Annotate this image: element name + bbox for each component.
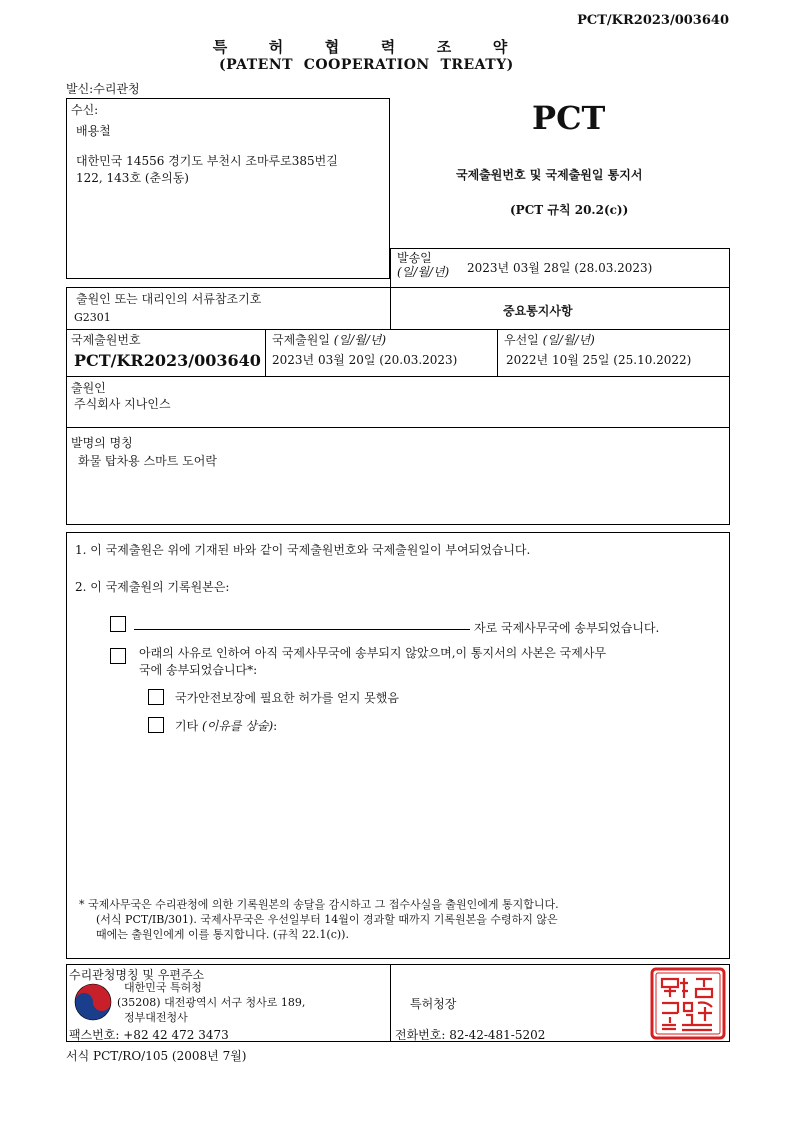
option-not-sent-checkbox[interactable] [110,648,126,664]
sender-label: 발신:수리관청 [66,82,140,96]
office-fax-value: +82 42 472 3473 [123,1028,229,1042]
office-box [66,964,391,1042]
option-not-sent-line2: 국에 송부되었습니다*: [139,663,258,677]
commissioner-box [390,964,730,1042]
mailing-date-box [390,248,730,288]
title-char: 특 [212,38,228,56]
rule-reference: (PCT 규칙 20.2(c)) [510,203,629,217]
office-phone [395,1028,545,1042]
applicant-label: 출원인 [71,381,106,395]
pct-heading: PCT [532,99,606,137]
intl-number-label: 국제출원번호 [71,333,141,347]
notice-body-box [66,532,730,959]
title-char: 약 [492,38,508,56]
option-sent-checkbox[interactable] [110,616,126,632]
form-number: 서식 PCT/RO/105 (2008년 7월) [66,1049,247,1063]
office-name: 대한민국 특허청 [124,981,202,994]
mailing-date-value: 2023년 03월 28일 (28.03.2023) [467,261,653,275]
recipient-box [66,98,390,279]
sent-date-blank-line [134,629,470,630]
intl-number-box [66,329,266,377]
priority-date-box [497,329,730,377]
file-reference-value: G2301 [74,311,111,324]
office-address-line2: 정부대전청사 [124,1011,188,1024]
item-2-text: 2. 이 국제출원의 기록원본은: [75,580,230,594]
intl-filing-date-label-wrap [272,333,386,347]
applicant-box [66,376,730,428]
footnote-line3: 때에는 출원인에게 이를 통지합니다. (규칙 22.1(c)). [96,928,349,941]
treaty-title-english: (PATENT COOPERATION TREATY) [219,57,514,73]
footnote-line2: (서식 PCT/IB/301). 국제사무국은 우선일부터 14월이 경과할 때까지 기록원본을 수령하지 않은 [96,913,558,926]
applicant-value: 주식회사 지나인스 [74,397,171,411]
title-char: 협 [324,38,340,56]
title-char: 허 [268,38,284,56]
footnote-line1: * 국제사무국은 수리관청에 의한 기록원본의 송달을 감시하고 그 접수사실을 출원인에게 통지합니다. [79,898,559,911]
reason-other-prefix: 기타 [175,719,199,733]
invention-title-box [66,427,730,525]
invention-title-label: 발명의 명칭 [71,436,133,450]
office-phone-label: 전화번호: [395,1028,446,1042]
treaty-title-korean [192,36,528,57]
intl-filing-date-format: (일/월/년) [333,333,387,347]
recipient-address-line1: 대한민국 14556 경기도 부천시 조마루로385번길 [76,154,338,168]
priority-date-label-wrap [504,333,595,347]
important-notice-box [390,287,730,330]
reason-other-suffix: : [273,719,278,733]
commissioner-title: 특허청장 [410,997,457,1011]
reason-security-checkbox[interactable] [148,689,164,705]
title-char: 조 [436,38,452,56]
recipient-name: 배용철 [76,124,111,138]
option-sent-text: 자로 국제사무국에 송부되었습니다. [474,621,660,635]
official-seal-icon [650,967,726,1040]
file-reference-box [66,287,391,330]
reason-security-text: 국가안전보장에 필요한 허가를 얻지 못했음 [175,691,399,705]
priority-date-label: 우선일 [504,333,539,347]
recipient-label: 수신: [71,103,99,117]
office-label: 수리관청명칭 및 우편주소 [69,968,205,982]
intl-number-value: PCT/KR2023/003640 [74,351,261,370]
item-1-text: 1. 이 국제출원은 위에 기재된 바와 같이 국제출원번호와 국제출원일이 부여되었습니다. [75,543,531,557]
notice-title: 국제출원번호 및 국제출원일 통지서 [456,168,643,182]
recipient-address-line2: 122, 143호 (춘의동) [76,171,189,185]
priority-date-value: 2022년 10월 25일 (25.10.2022) [506,353,692,367]
office-fax [69,1028,229,1042]
reason-other-text [175,719,277,733]
intl-filing-date-box [265,329,498,377]
kipo-emblem-icon [73,982,113,1022]
priority-date-format: (일/월/년) [542,333,595,347]
important-notice: 중요통지사항 [503,304,573,318]
office-address-line1: (35208) 대전광역시 서구 청사로 189, [117,996,306,1009]
invention-title-value: 화물 탑차용 스마트 도어락 [78,454,217,468]
office-fax-label: 팩스번호: [69,1028,120,1042]
file-reference-label: 출원인 또는 대리인의 서류참조기호 [76,292,262,306]
mailing-date-format: (일/월/년) [397,265,450,279]
office-phone-value: 82-42-481-5202 [449,1028,546,1042]
title-char: 력 [380,38,396,56]
intl-filing-date-label: 국제출원일 [272,333,330,347]
reason-other-checkbox[interactable] [148,717,164,733]
reason-other-italic: (이유를 상술) [202,719,274,733]
intl-filing-date-value: 2023년 03월 20일 (20.03.2023) [272,353,458,367]
option-not-sent-line1: 아래의 사유로 인하여 아직 국제사무국에 송부되지 않았으며,이 통지서의 사본은 국제사무 [139,646,607,660]
mailing-date-label: 발송일 [397,251,432,265]
document-number: PCT/KR2023/003640 [577,13,729,28]
